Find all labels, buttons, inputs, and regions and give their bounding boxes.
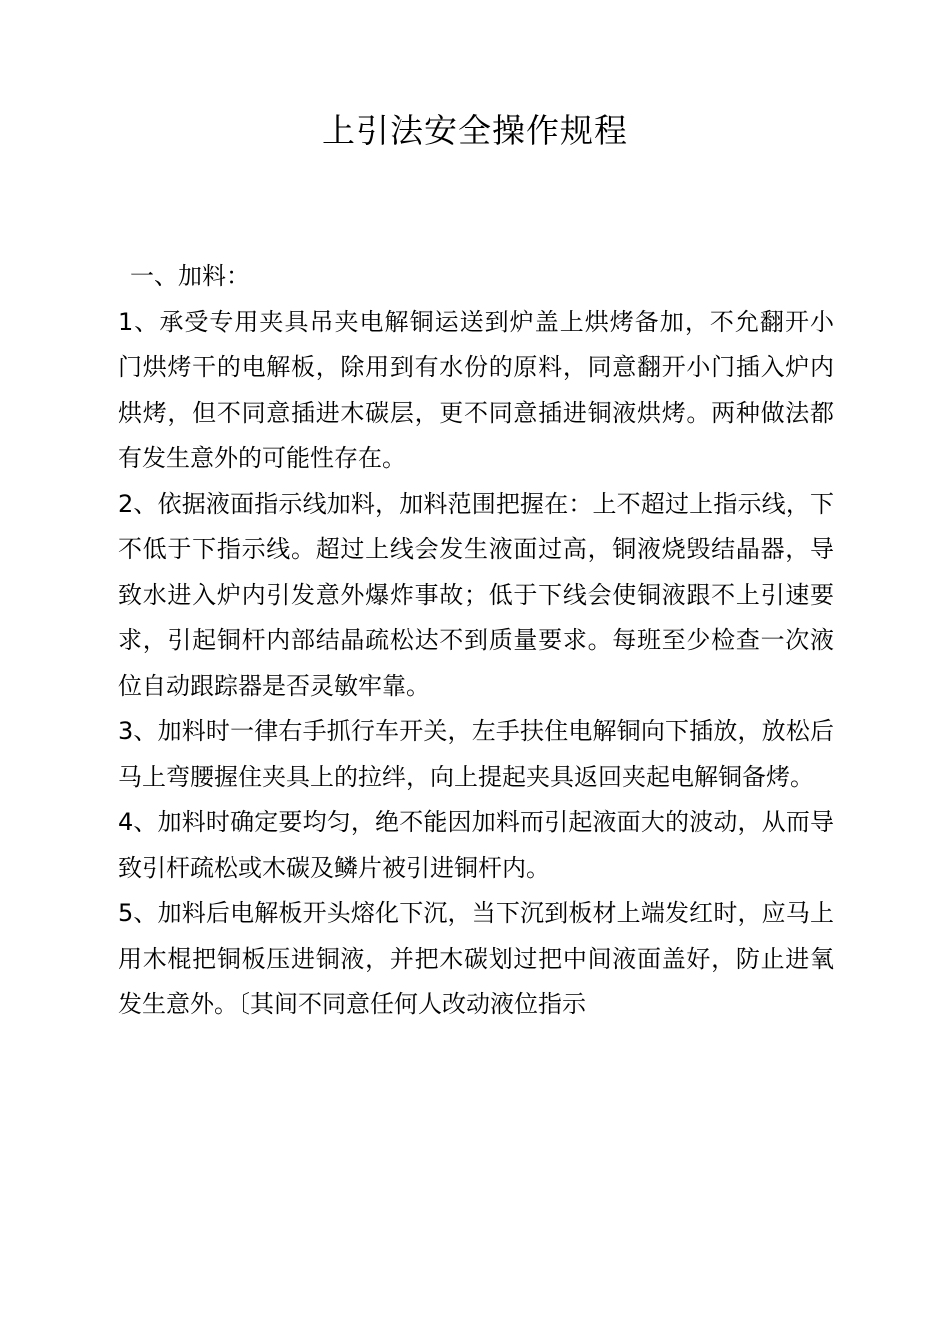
document-title: 上引法安全操作规程: [322, 111, 628, 150]
paragraph-2: 2、依据液面指示线加料，加料范围把握在：上不超过上指示线，下不低于下指示线。超过上线会发生液面过高，铜液烧毁结晶器，导致水进入炉内引发意外爆炸事故；低于下线会使铜液跟不上引速要求，引起铜杆内部结晶疏松达不到质量要求。每班至少检查一次液位自动跟踪器是否灵敏牢靠。: [118, 489, 834, 700]
document-body: [118, 254, 834, 1028]
paragraph-1: 1、承受专用夹具吊夹电解铜运送到炉盖上烘烤备加，不允翻开小 门烘烤干的电解板，除用到有水份的原料，同意翻开小门插入炉内烘烤，但不同意插进木碳层，更不同意插进铜液烘烤。两种做法都有发生意外的可能性存在。: [118, 307, 834, 472]
section-heading: 一、加料：: [130, 262, 250, 290]
paragraph-3: 3、加料时一律右手抓行车开关，左手扶住电解铜向下插放，放松后马上弯腰握住夹具上的拉绊，向上提起夹具返回夹起电解铜备烤。: [118, 717, 834, 791]
paragraph-5: 5、加料后电解板开头熔化下沉，当下沉到板材上端发红时，应马上用木棍把铜板压进铜液，并把木碳划过把中间液面盖好，防止进氧发生意外。〔其间不同意任何人改动液位指示: [118, 899, 834, 1018]
paragraph-4: 4、加料时确定要均匀，绝不能因加料而引起液面大的波动，从而导致引杆疏松或木碳及鳞片被引进铜杆内。: [118, 808, 834, 882]
